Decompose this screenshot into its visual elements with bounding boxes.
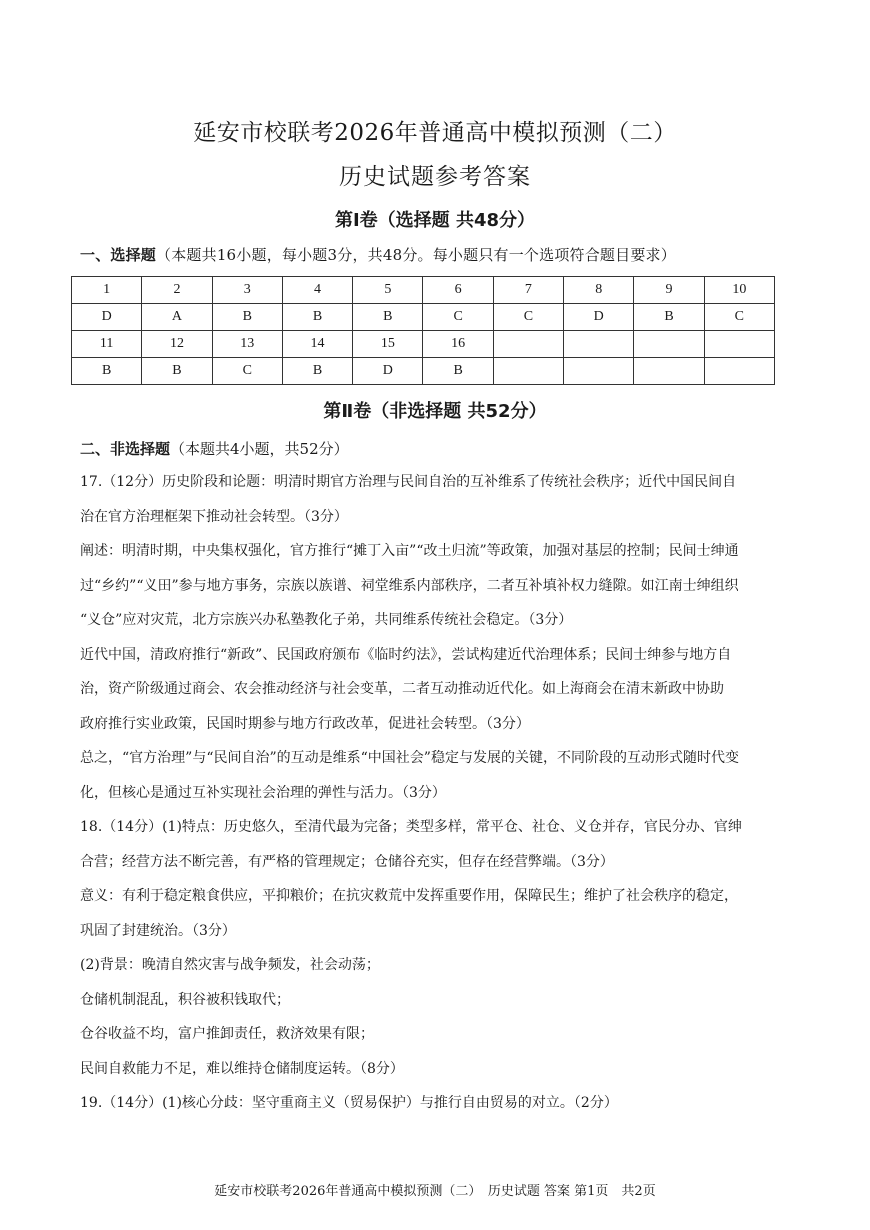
answer-cell: A — [142, 304, 212, 331]
question-number-row — [72, 277, 775, 304]
answer-cell — [634, 358, 704, 385]
answer-line: 化，但核心是通过互补实现社会治理的弹性与活力。（3分） — [80, 784, 446, 801]
answer-cell: C — [704, 304, 774, 331]
question-number-cell — [564, 331, 634, 358]
question-number-cell — [704, 331, 774, 358]
answer-cell: D — [564, 304, 634, 331]
question-number-cell: 2 — [142, 277, 212, 304]
question-number-cell: 16 — [423, 331, 493, 358]
question-number-cell: 7 — [493, 277, 563, 304]
document-title: 延安市校联考2026年普通高中模拟预测（二） — [193, 120, 677, 146]
answer-cell: C — [493, 304, 563, 331]
question-number-cell — [493, 331, 563, 358]
answer-line: 17.（12分）历史阶段和论题：明清时期官方治理与民间自治的互补维系了传统社会秩序；近代中国民间自 — [80, 474, 737, 490]
answer-letter-row — [72, 358, 775, 385]
question-number-cell — [634, 331, 704, 358]
answer-cell: C — [423, 304, 493, 331]
answer-line: “义仓”应对灾荒，北方宗族兴办私塾教化子弟，共同维系传统社会稳定。（3分） — [80, 612, 573, 628]
part-two-heading: 第Ⅱ卷（非选择题 共52分） — [323, 401, 547, 422]
question-number-cell: 8 — [564, 277, 634, 304]
section-two-note: （本题共4小题，共52分） — [170, 440, 349, 458]
section-one-heading — [80, 244, 676, 265]
answer-line: (2)背景：晚清自然灾害与战争频发，社会动荡； — [80, 957, 380, 973]
answer-cell — [493, 358, 563, 385]
answer-cell: D — [72, 304, 142, 331]
answer-line: 民间自救能力不足，难以维持仓储制度运转。（8分） — [80, 1060, 404, 1077]
part-one-heading: 第Ⅰ卷（选择题 共48分） — [334, 210, 535, 231]
answer-line: 18.（14分）(1)特点：历史悠久，至清代最为完备；类型多样，常平仓、社仓、义仓并存，官民分办、官绅 — [80, 819, 742, 835]
answer-line: 仓储机制混乱，积谷被积钱取代； — [80, 991, 290, 1008]
answer-text-block — [80, 465, 794, 1121]
answer-letter-row — [72, 304, 775, 331]
answer-line: 近代中国，清政府推行“新政”、民国政府颁布《临时约法》，尝试构建近代治理体系；民间士绅参与地方自 — [80, 646, 732, 663]
answer-cell: B — [212, 304, 282, 331]
question-number-cell: 4 — [282, 277, 352, 304]
answer-cell: B — [282, 304, 352, 331]
answer-cell: B — [142, 358, 212, 385]
question-number-cell: 12 — [142, 331, 212, 358]
question-number-cell: 3 — [212, 277, 282, 304]
question-number-cell: 11 — [72, 331, 142, 358]
question-number-cell: 1 — [72, 277, 142, 304]
answer-line: 总之，“官方治理”与“民间自治”的互动是维系“中国社会”稳定与发展的关键，不同阶段的互动形式随时代变 — [80, 750, 739, 766]
question-number-cell: 9 — [634, 277, 704, 304]
answer-cell: B — [353, 304, 423, 331]
question-number-cell: 14 — [282, 331, 352, 358]
document-subtitle: 历史试题参考答案 — [339, 164, 531, 190]
question-number-row — [72, 331, 775, 358]
answer-cell: B — [634, 304, 704, 331]
answer-line: 治，资产阶级通过商会、农会推动经济与社会变革，二者互动推动近代化。如上海商会在清末新政中协助 — [80, 681, 724, 697]
answer-cell — [564, 358, 634, 385]
section-one-label: 一、选择题 — [80, 246, 157, 264]
question-number-cell: 5 — [353, 277, 423, 304]
section-one-note: （本题共16小题，每小题3分，共48分。每小题只有一个选项符合题目要求） — [156, 246, 676, 264]
question-number-cell: 10 — [704, 277, 774, 304]
answer-line: 合营；经营方法不断完善，有严格的管理规定；仓储谷充实，但存在经营弊端。（3分） — [80, 853, 614, 870]
question-number-cell: 6 — [423, 277, 493, 304]
answer-cell: C — [212, 358, 282, 385]
answer-table — [71, 276, 775, 385]
answer-line: 治在官方治理框架下推动社会转型。（3分） — [80, 508, 348, 525]
answer-line: 政府推行实业政策，民国时期参与地方行政改革，促进社会转型。（3分） — [80, 715, 530, 732]
answer-cell: B — [282, 358, 352, 385]
question-number-cell: 13 — [212, 331, 282, 358]
answer-line: 阐述：明清时期，中央集权强化，官方推行“摊丁入亩”“改土归流”等政策，加强对基层的控制；民间士绅通 — [80, 543, 739, 559]
answer-line: 巩固了封建统治。（3分） — [80, 922, 236, 939]
answer-line: 意义：有利于稳定粮食供应，平抑粮价；在抗灾救荒中发挥重要作用，保障民生；维护了社会秩序的稳定， — [80, 888, 738, 904]
answer-cell: B — [72, 358, 142, 385]
answer-line: 仓谷收益不均，富户推卸责任，救济效果有限； — [80, 1026, 374, 1042]
section-two-label: 二、非选择题 — [80, 440, 171, 458]
section-two-heading — [80, 438, 349, 459]
answer-cell — [704, 358, 774, 385]
question-number-cell: 15 — [353, 331, 423, 358]
answer-line: 19.（14分）(1)核心分歧：坚守重商主义（贸易保护）与推行自由贸易的对立。（2分） — [80, 1095, 618, 1111]
answer-line: 过“乡约”“义田”参与地方事务，宗族以族谱、祠堂维系内部秩序，二者互补填补权力缝隙。如江南士绅组织 — [80, 577, 739, 594]
page-footer: 延安市校联考2026年普通高中模拟预测（二） 历史试题 答案 第1页 共2页 — [214, 1184, 656, 1199]
answer-cell: B — [423, 358, 493, 385]
answer-cell: D — [353, 358, 423, 385]
